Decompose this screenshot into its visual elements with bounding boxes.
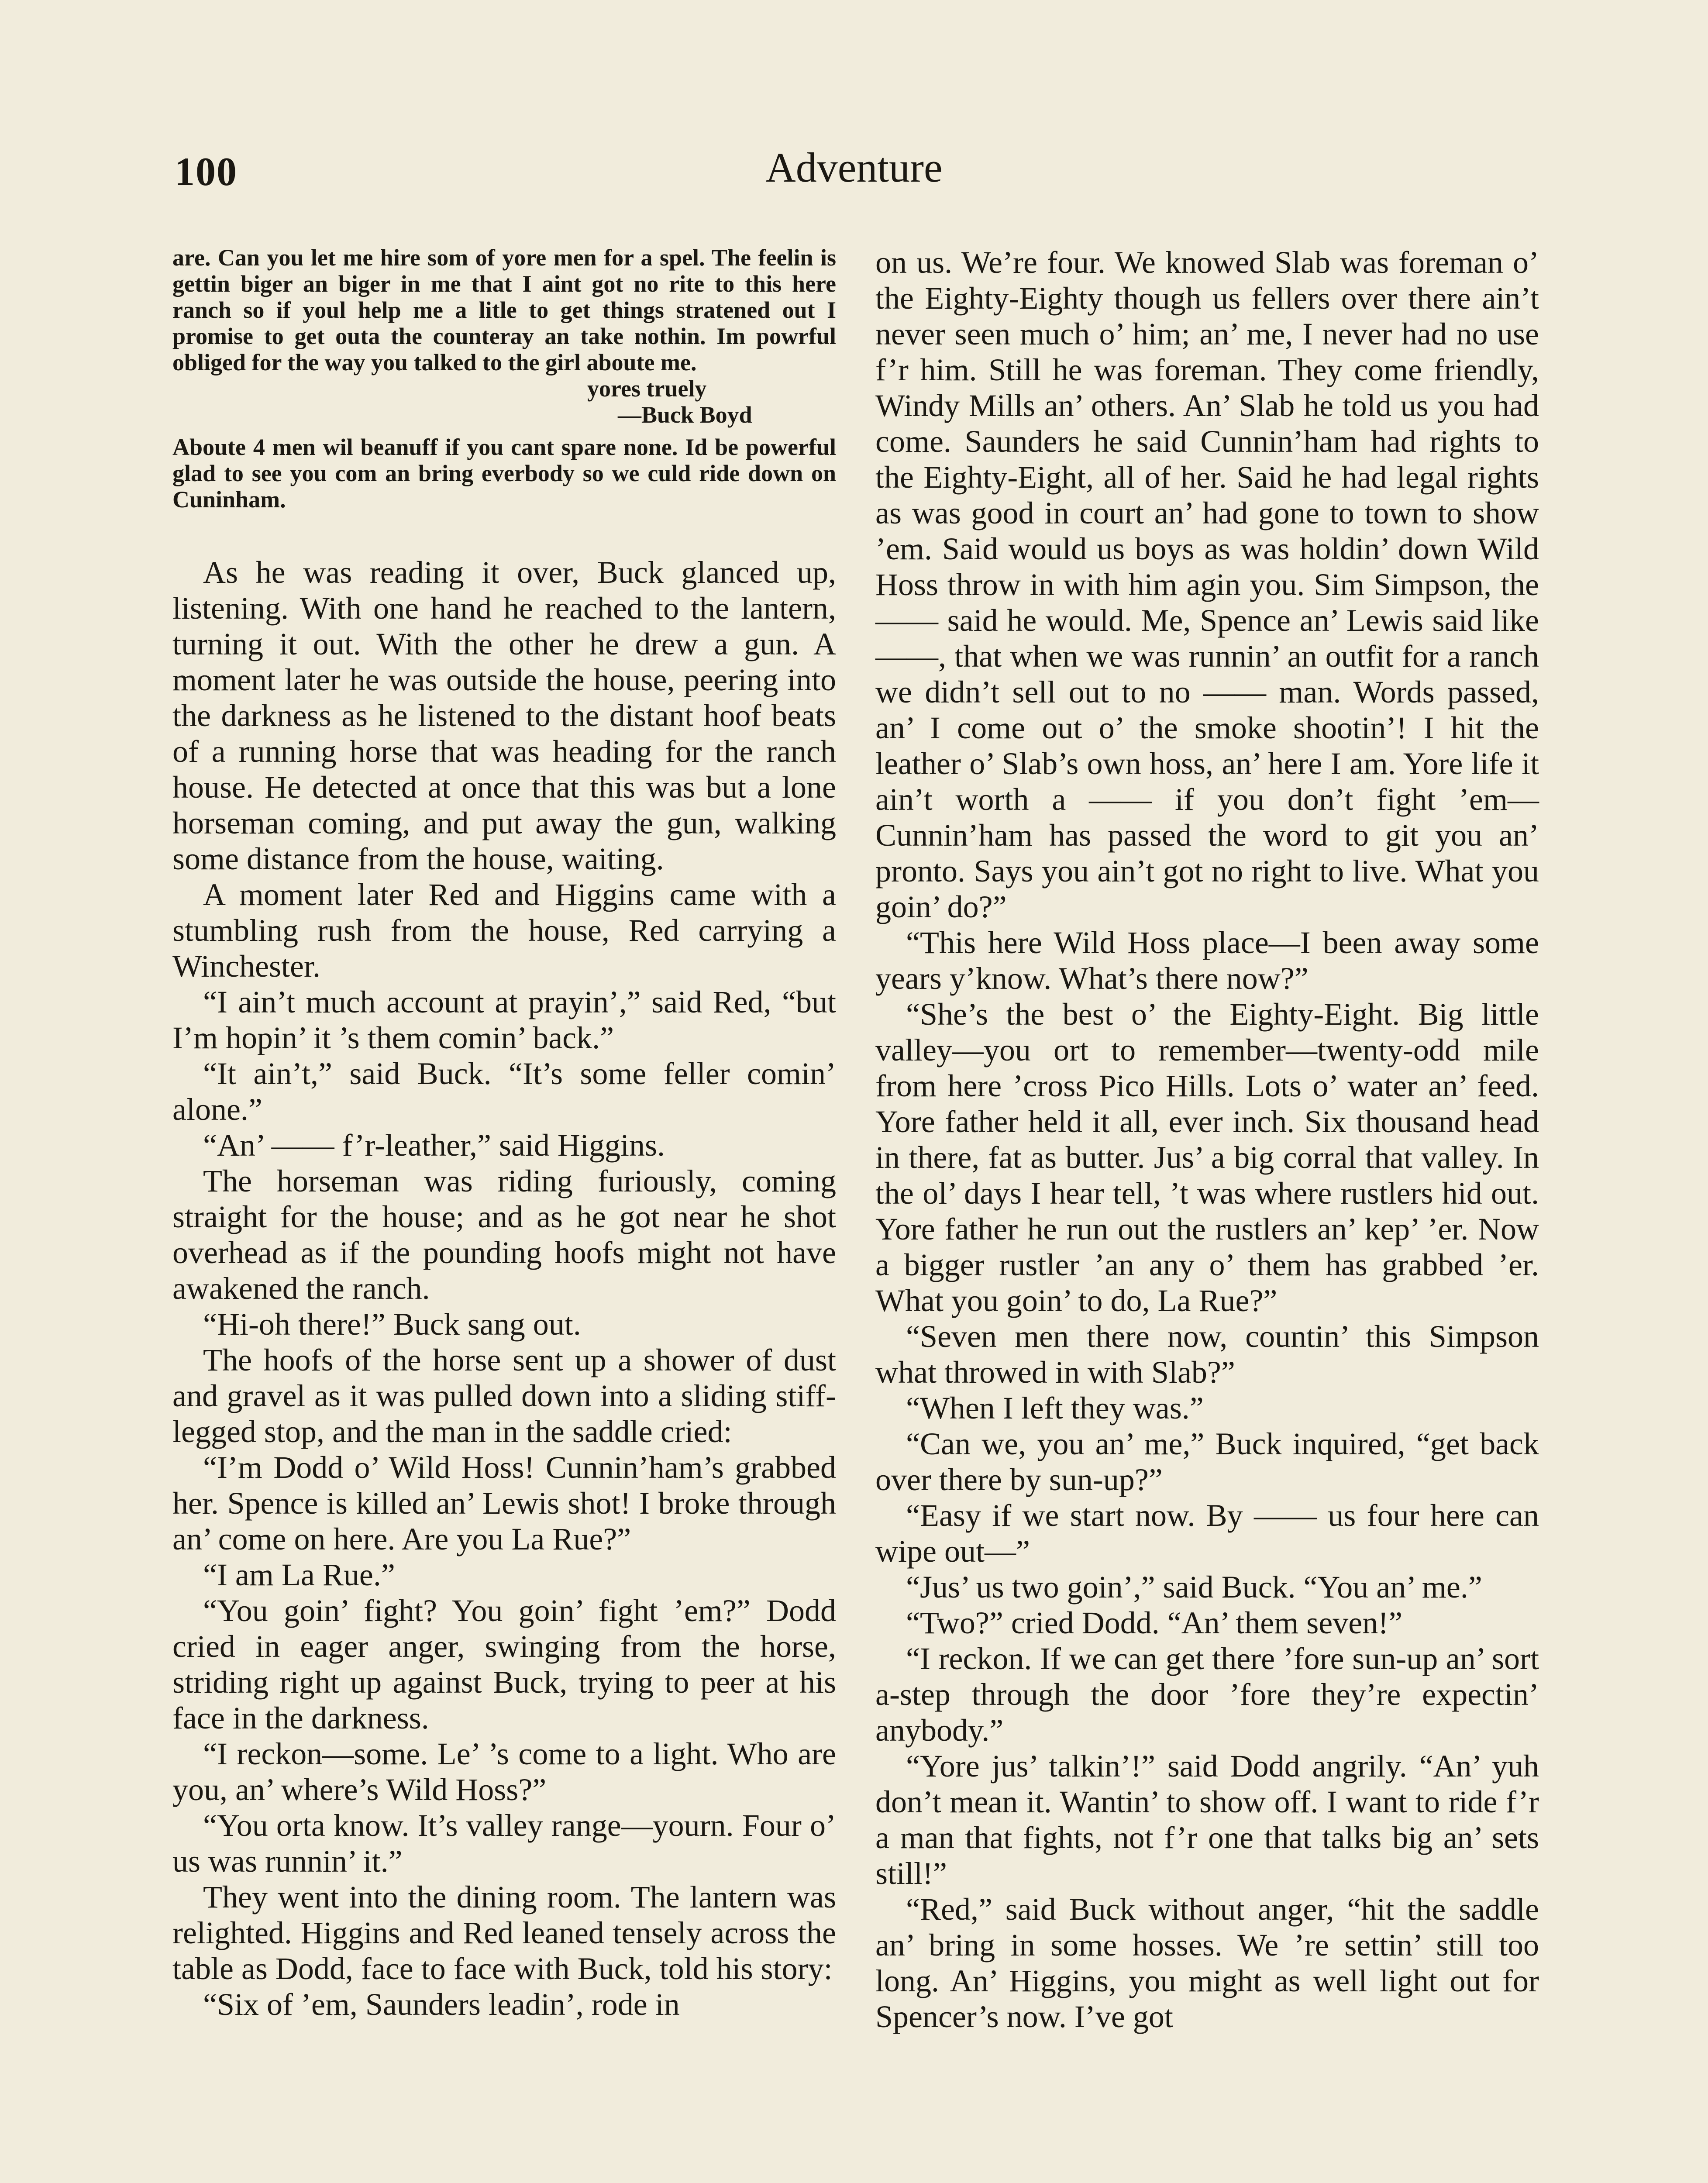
paragraph: A moment later Red and Higgins came with a stumbling rush from the house, Red carrying a Winchester. — [172, 877, 836, 984]
paragraph: “Jus’ us two goin’,” said Buck. “You an’ me.” — [906, 1570, 1482, 1605]
paragraph: They went into the dining room. The lantern was relighted. Higgins and Red leaned tensely across the table as Dodd, face to face with Buck, told his story: — [172, 1880, 836, 1986]
paragraph: “Six of ’em, Saunders leadin’, rode in — [203, 1987, 680, 2022]
paragraph: “Easy if we start now. By —— us four here can wipe out—” — [875, 1498, 1539, 1569]
left-column — [172, 244, 836, 2022]
paragraph: “I reckon. If we can get there ’fore sun-up an’ sort a-step through the door ’fore they’re expectin’ anybody.” — [875, 1641, 1539, 1748]
paragraph: “Can we, you an’ me,” Buck inquired, “get back over there by sun-up?” — [875, 1426, 1539, 1497]
letter-closing: yores truely — [587, 375, 707, 402]
paragraph: As he was reading it over, Buck glanced up, listening. With one hand he reached to the lantern, turning it out. With the other he drew a gun. A moment later he was outside the house, peering into the darkness as he listened to the distant hoof beats of a running horse that was heading for the ranch house. He detected at once that this was but a lone horseman coming, and put away the gun, walking some distance from the house, waiting. — [172, 555, 836, 876]
paragraph: “Two?” cried Dodd. “An’ them seven!” — [906, 1605, 1403, 1640]
paragraph: “An’ —— f’r-leather,” said Higgins. — [203, 1128, 665, 1163]
paragraph: “She’s the best o’ the Eighty-Eight. Big little valley—you ort to remember—twenty-odd mile from here ’cross Pico Hills. Lots o’ water an’ feed. Yore father held it all, ever inch. Six thousand head in there, fat as butter. Jus’ a big corral that valley. In the ol’ days I hear tell, ’t was where rustlers hid out. Yore father he run out the rustlers an’ kep’ ’er. Now a bigger rustler ’an any o’ them has grabbed ’er. What you goin’ to do, La Rue?” — [875, 997, 1539, 1318]
paragraph: “I reckon—some. Le’ ’s come to a light. Who are you, an’ where’s Wild Hoss?” — [172, 1736, 836, 1807]
paragraph: “When I left they was.” — [906, 1391, 1204, 1425]
paragraph: “You goin’ fight? You goin’ fight ’em?” Dodd cried in eager anger, swinging from the horse, striding right up against Buck, trying to peer at his face in the darkness. — [172, 1593, 836, 1735]
paragraph: “You orta know. It’s valley range—yourn. Four o’ us was runnin’ it.” — [172, 1808, 836, 1879]
paragraph: The hoofs of the horse sent up a shower of dust and gravel as it was pulled down into a sliding stiff-legged stop, and the man in the saddle cried: — [172, 1343, 836, 1449]
page-header — [0, 144, 1708, 210]
paragraph: “Seven men there now, countin’ this Simpson what throwed in with Slab?” — [875, 1319, 1539, 1390]
paragraph: “I ain’t much account at prayin’,” said Red, “but I’m hopin’ it ’s them comin’ back.” — [172, 985, 836, 1055]
paragraph: “It ain’t,” said Buck. “It’s some feller comin’ alone.” — [172, 1056, 836, 1127]
section-gap — [172, 513, 836, 554]
magazine-title: Adventure — [765, 144, 943, 191]
paragraph: “Yore jus’ talkin’!” said Dodd angrily. “An’ yuh don’t mean it. Wantin’ to show off. I want to ride f’r a man that fights, not f’r one that talks big an’ sets still!” — [875, 1749, 1539, 1891]
right-column — [875, 244, 1539, 2035]
page-number: 100 — [175, 149, 238, 194]
paragraph: on us. We’re four. We knowed Slab was foreman o’ the Eighty-Eighty though us fellers over there ain’t never seen much o’ him; an’ me, I never had no use f’r him. Still he was foreman. They come friendly, Windy Mills an’ others. An’ Slab he told us you had come. Saunders he said Cunnin’ham had rights to the Eighty-Eight, all of her. Said he had legal rights as was good in court an’ had gone to town to show ’em. Said would us boys as was holdin’ down Wild Hoss throw in with him agin you. Sim Simpson, the —— said he would. Me, Spence an’ Lewis said like ——, that when we was runnin’ an outfit for a ranch we didn’t sell out to no —— man. Words passed, an’ I come out o’ the smoke shootin’! I hit the leather o’ Slab’s own hoss, an’ here I am. Yore life it ain’t worth a —— if you don’t fight ’em—Cunnin’ham has passed the word to git you an’ pronto. Says you ain’t got no right to live. What you goin’ do?” — [875, 245, 1539, 924]
paragraph: “This here Wild Hoss place—I been away some years y’know. What’s there now?” — [875, 925, 1539, 996]
letter-signature: —Buck Boyd — [618, 402, 752, 428]
paragraph: The horseman was riding furiously, coming straight for the house; and as he got near he shot overhead as if the pounding hoofs might not have awakened the ranch. — [172, 1164, 836, 1306]
letter-body: are. Can you let me hire som of yore men for a spel. The feelin is gettin biger an biger in me that I aint got no rite to this here ranch so if youl help me a litle to get things stratened out I promise to get outa the counteray an take nothin. Im powrful obliged for the way you talked to the girl aboute me. — [172, 244, 836, 375]
paragraph: “Hi-oh there!” Buck sang out. — [203, 1307, 581, 1342]
letter-block — [172, 244, 836, 513]
paragraph: “I am La Rue.” — [203, 1557, 395, 1592]
paragraph: “I’m Dodd o’ Wild Hoss! Cunnin’ham’s grabbed her. Spence is killed an’ Lewis shot! I broke through an’ come on here. Are you La Rue?” — [172, 1450, 836, 1556]
paragraph: “Red,” said Buck without anger, “hit the saddle an’ bring in some hosses. We ’re settin’ still too long. An’ Higgins, you might as well light out for Spencer’s now. I’ve got — [875, 1892, 1539, 2034]
letter-postscript: Aboute 4 men wil beanuff if you cant spare none. Id be powerful glad to see you com an bring everbody so we culd ride down on Cuninham. — [172, 434, 836, 513]
